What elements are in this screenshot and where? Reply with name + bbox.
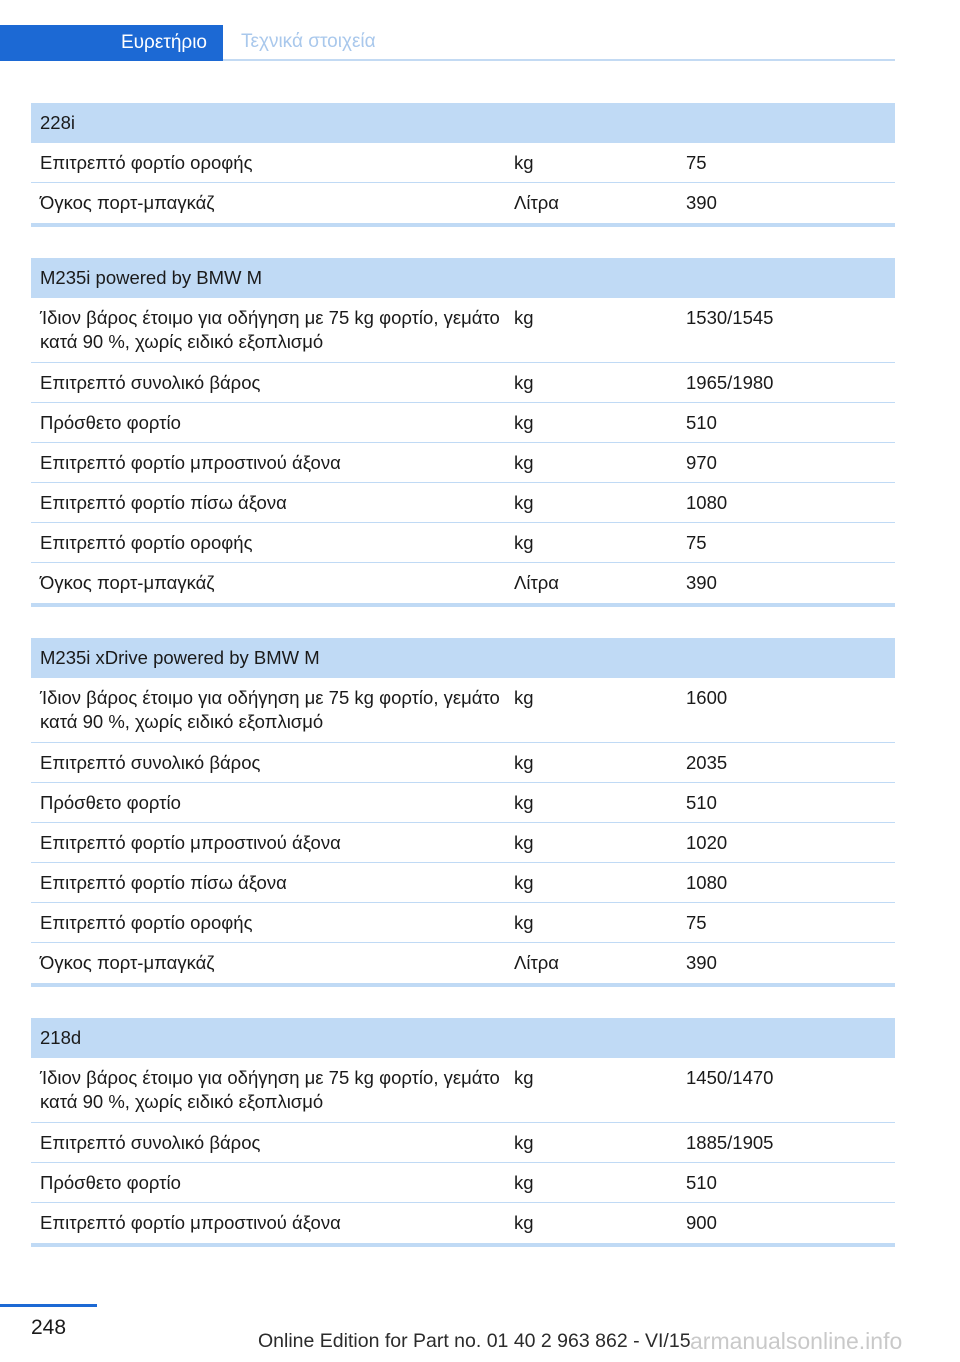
row-label: Επιτρεπτό φορτίο μπροστινού άξονα <box>40 1212 341 1233</box>
row-label: Επιτρεπτό φορτίο πίσω άξονα <box>40 872 287 893</box>
row-label: Επιτρεπτό συνολικό βάρος <box>40 1132 261 1153</box>
row-label: Όγκος πορτ-μπαγκάζ <box>40 572 215 593</box>
watermark: armanualsonline.info <box>690 1328 903 1354</box>
row-label: Επιτρεπτό φορτίο πίσω άξονα <box>40 492 287 513</box>
table-title: 228i <box>31 103 895 143</box>
spec-table <box>31 1018 895 1247</box>
table-row <box>31 1123 895 1163</box>
row-label: Όγκος πορτ-μπαγκάζ <box>40 952 215 973</box>
row-unit: kg <box>514 792 534 813</box>
edition-text: Online Edition for Part no. 01 40 2 963 862 - VI/15 <box>258 1330 691 1352</box>
table-row <box>31 1163 895 1203</box>
row-unit: kg <box>514 152 534 173</box>
row-value: 900 <box>686 1212 717 1233</box>
row-value: 1885/1905 <box>686 1132 774 1153</box>
row-value: 1080 <box>686 872 728 893</box>
table-row <box>31 143 895 183</box>
row-value: 1450/1470 <box>686 1067 774 1088</box>
row-label: Επιτρεπτό φορτίο οροφής <box>40 152 253 173</box>
table-row <box>31 443 895 483</box>
table-row <box>31 863 895 903</box>
row-label: Επιτρεπτό συνολικό βάρος <box>40 752 261 773</box>
row-unit: kg <box>514 1212 534 1233</box>
table-row <box>31 483 895 523</box>
row-unit: kg <box>514 912 534 933</box>
table-row <box>31 1058 895 1123</box>
page-number: 248 <box>30 1316 67 1339</box>
row-label: Επιτρεπτό φορτίο μπροστινού άξονα <box>40 452 341 473</box>
row-unit: kg <box>514 1172 534 1193</box>
row-unit: kg <box>514 532 534 553</box>
table-title: M235i xDrive powered by BMW M <box>31 638 895 678</box>
row-value: 1530/1545 <box>686 307 774 328</box>
row-label: Επιτρεπτό φορτίο μπροστινού άξονα <box>40 832 341 853</box>
row-label: Επιτρεπτό φορτίο οροφής <box>40 532 253 553</box>
page-number-rule <box>0 1304 97 1307</box>
table-title: M235i powered by BMW M <box>31 258 895 298</box>
row-label: Πρόσθετο φορτίο <box>40 1172 181 1193</box>
row-label: Πρόσθετο φορτίο <box>40 412 181 433</box>
row-value: 1965/1980 <box>686 372 774 393</box>
table-row <box>31 783 895 823</box>
row-unit: kg <box>514 307 534 328</box>
row-unit: Λίτρα <box>514 192 559 213</box>
row-label: Ίδιον βάρος έτοιμο για οδήγηση με 75 kg φορτίο, γεμάτο κατά 90 %, χωρίς ειδικό εξοπλισμό <box>40 1067 500 1112</box>
table-row <box>31 743 895 783</box>
row-value: 1020 <box>686 832 728 853</box>
row-value: 75 <box>686 532 707 553</box>
row-unit: kg <box>514 412 534 433</box>
row-unit: kg <box>514 372 534 393</box>
row-value: 510 <box>686 412 717 433</box>
row-value: 390 <box>686 572 717 593</box>
row-unit: kg <box>514 1132 534 1153</box>
row-label: Επιτρεπτό φορτίο οροφής <box>40 912 253 933</box>
row-unit: kg <box>514 1067 534 1088</box>
table-title: 218d <box>31 1018 895 1058</box>
table-row <box>31 363 895 403</box>
row-label: Ίδιον βάρος έτοιμο για οδήγηση με 75 kg φορτίο, γεμάτο κατά 90 %, χωρίς ειδικό εξοπλισμό <box>40 687 500 732</box>
row-label: Ίδιον βάρος έτοιμο για οδήγηση με 75 kg φορτίο, γεμάτο κατά 90 %, χωρίς ειδικό εξοπλισμό <box>40 307 500 352</box>
tab-technical-data[interactable]: Τεχνικά στοιχεία <box>223 25 895 61</box>
row-label: Πρόσθετο φορτίο <box>40 792 181 813</box>
row-unit: Λίτρα <box>514 952 559 973</box>
row-unit: kg <box>514 687 534 708</box>
row-value: 390 <box>686 192 717 213</box>
table-row <box>31 678 895 743</box>
table-row <box>31 523 895 563</box>
row-value: 390 <box>686 952 717 973</box>
row-value: 2035 <box>686 752 728 773</box>
row-value: 1600 <box>686 687 728 708</box>
row-label: Όγκος πορτ-μπαγκάζ <box>40 192 215 213</box>
row-value: 1080 <box>686 492 728 513</box>
row-value: 510 <box>686 792 717 813</box>
row-value: 510 <box>686 1172 717 1193</box>
table-row <box>31 943 895 983</box>
spec-table <box>31 103 895 227</box>
spec-table <box>31 258 895 607</box>
row-unit: kg <box>514 872 534 893</box>
row-label: Επιτρεπτό συνολικό βάρος <box>40 372 261 393</box>
table-row <box>31 903 895 943</box>
table-row <box>31 403 895 443</box>
row-value: 75 <box>686 912 707 933</box>
table-row <box>31 563 895 603</box>
spec-tables <box>31 103 895 1278</box>
table-row <box>31 1203 895 1243</box>
table-row <box>31 298 895 363</box>
row-unit: kg <box>514 452 534 473</box>
tab-index[interactable]: Ευρετήριο <box>0 25 223 61</box>
row-unit: kg <box>514 492 534 513</box>
table-row <box>31 183 895 223</box>
row-unit: kg <box>514 832 534 853</box>
table-row <box>31 823 895 863</box>
row-value: 75 <box>686 152 707 173</box>
header-tabs <box>0 25 895 61</box>
row-value: 970 <box>686 452 717 473</box>
row-unit: kg <box>514 752 534 773</box>
spec-table <box>31 638 895 987</box>
row-unit: Λίτρα <box>514 572 559 593</box>
